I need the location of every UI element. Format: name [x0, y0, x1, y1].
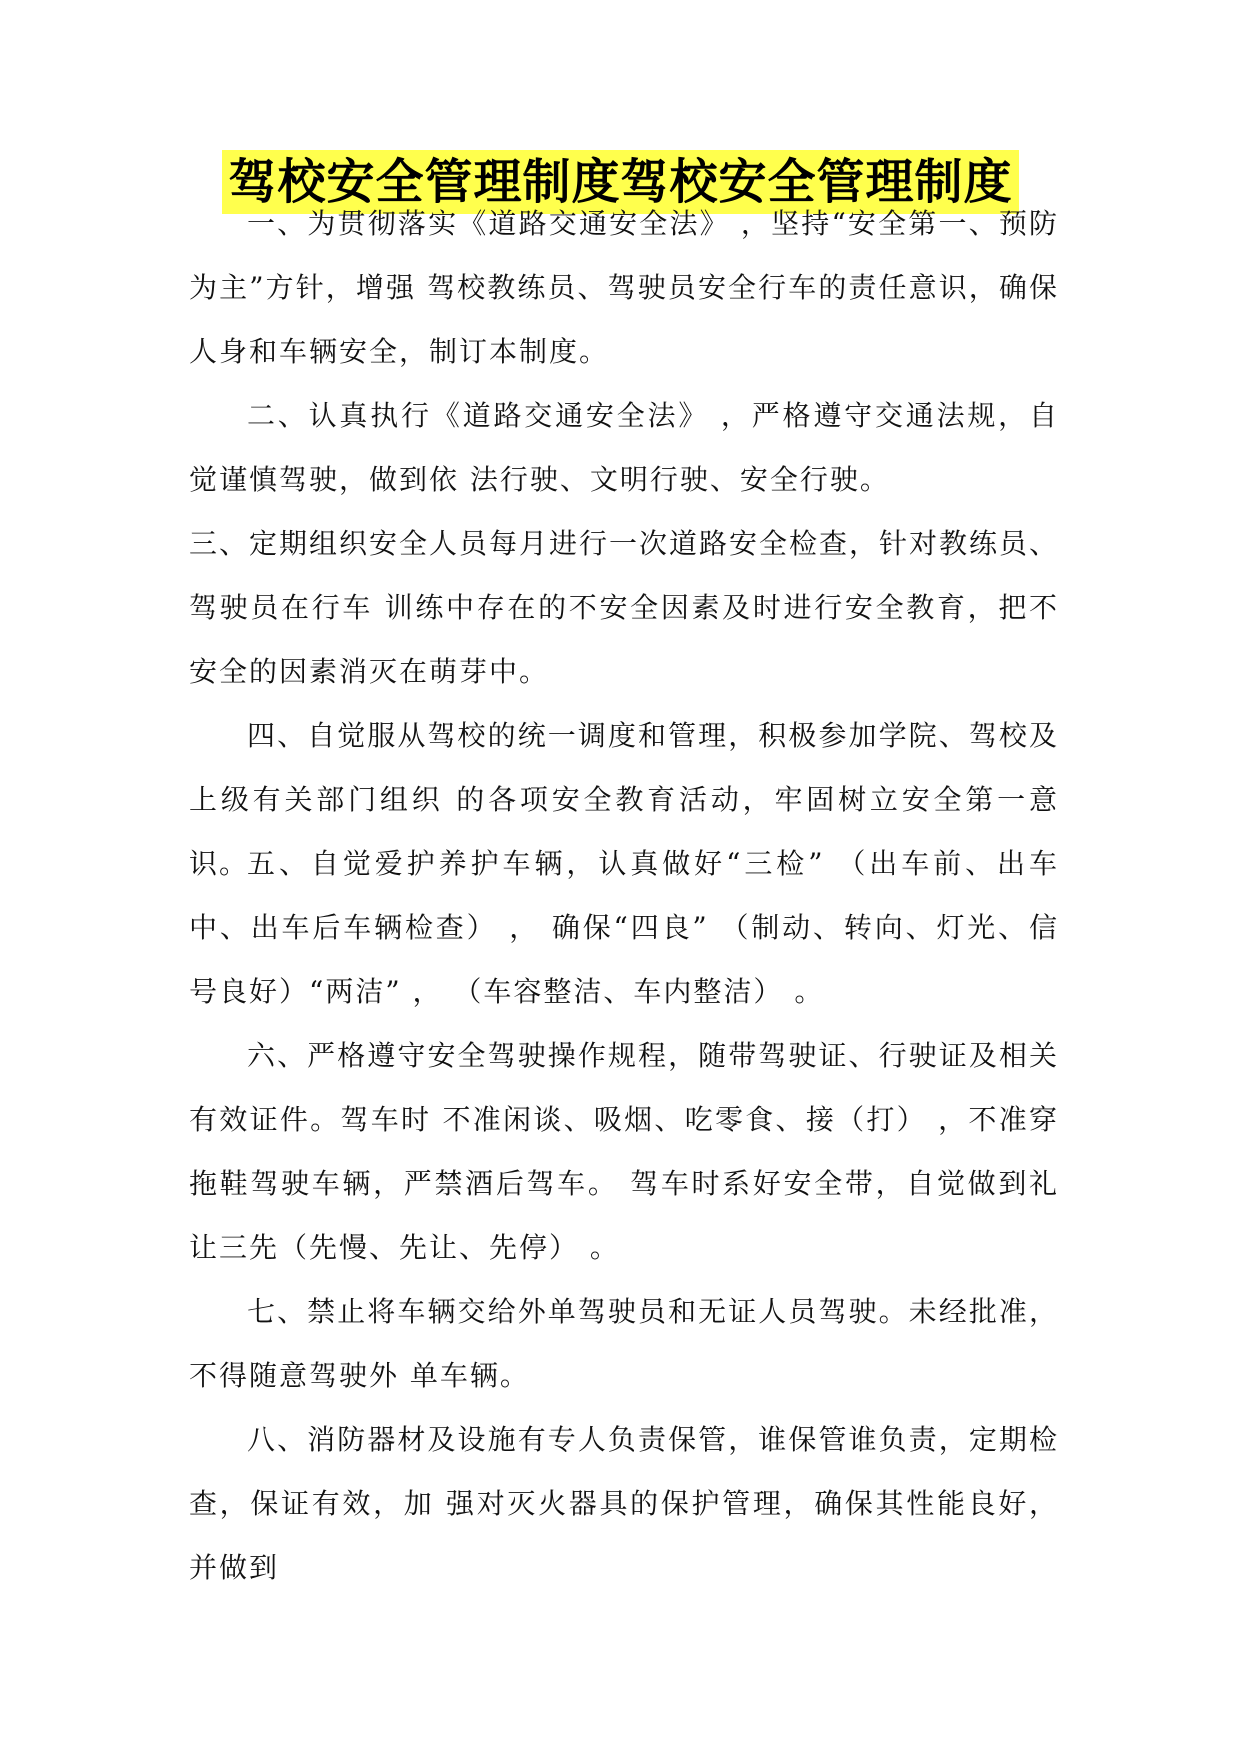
paragraph-1: 一、为贯彻落实《道路交通安全法》 ，坚持“安全第一、预防为主”方针，增强 驾校教练员、驾驶员安全行车的责任意识，确保人身和车辆安全，制订本制度。: [189, 207, 1059, 368]
paragraph-6: 六、严格遵守安全驾驶操作规程，随带驾驶证、行驶证及相关有效证件。驾车时 不准闲谈、吸烟、吃零食、接（打） ，不准穿拖鞋驾驶车辆，严禁酒后驾车。 驾车时系好安全带，自觉做到礼让三先（先慢、先让、先停） 。: [189, 1039, 1059, 1264]
paragraph-2: 二、认真执行《道路交通安全法》 ，严格遵守交通法规，自觉谨慎驾驶，做到依 法行驶、文明行驶、安全行驶。: [189, 399, 1059, 496]
paragraph-8: 八、消防器材及设施有专人负责保管，谁保管谁负责，定期检查，保证有效，加 强对灭火器具的保护管理，确保其性能良好，并做到: [189, 1423, 1059, 1584]
paragraph-7: 七、禁止将车辆交给外单驾驶员和无证人员驾驶。未经批准，不得随意驾驶外 单车辆。: [189, 1295, 1059, 1392]
paragraph-3: 三、定期组织安全人员每月进行一次道路安全检查，针对教练员、驾驶员在行车 训练中存在的不安全因素及时进行安全教育，把不安全的因素消灭在萌芽中。: [189, 527, 1060, 688]
document-title: 驾校安全管理制度驾校安全管理制度: [222, 150, 1018, 214]
paragraph-4: 四、自觉服从驾校的统一调度和管理，积极参加学院、驾校及上级有关部门组织 的各项安全教育活动，牢固树立安全第一意识。: [189, 719, 1059, 880]
paragraph-5: 五、自觉爱护养护车辆，认真做好“三检” （出车前、出车中、出车后车辆检查） ， 确保“四良” （制动、转向、灯光、信号良好）“两洁” ， （车容整洁、车内整洁） 。: [189, 847, 1059, 1008]
